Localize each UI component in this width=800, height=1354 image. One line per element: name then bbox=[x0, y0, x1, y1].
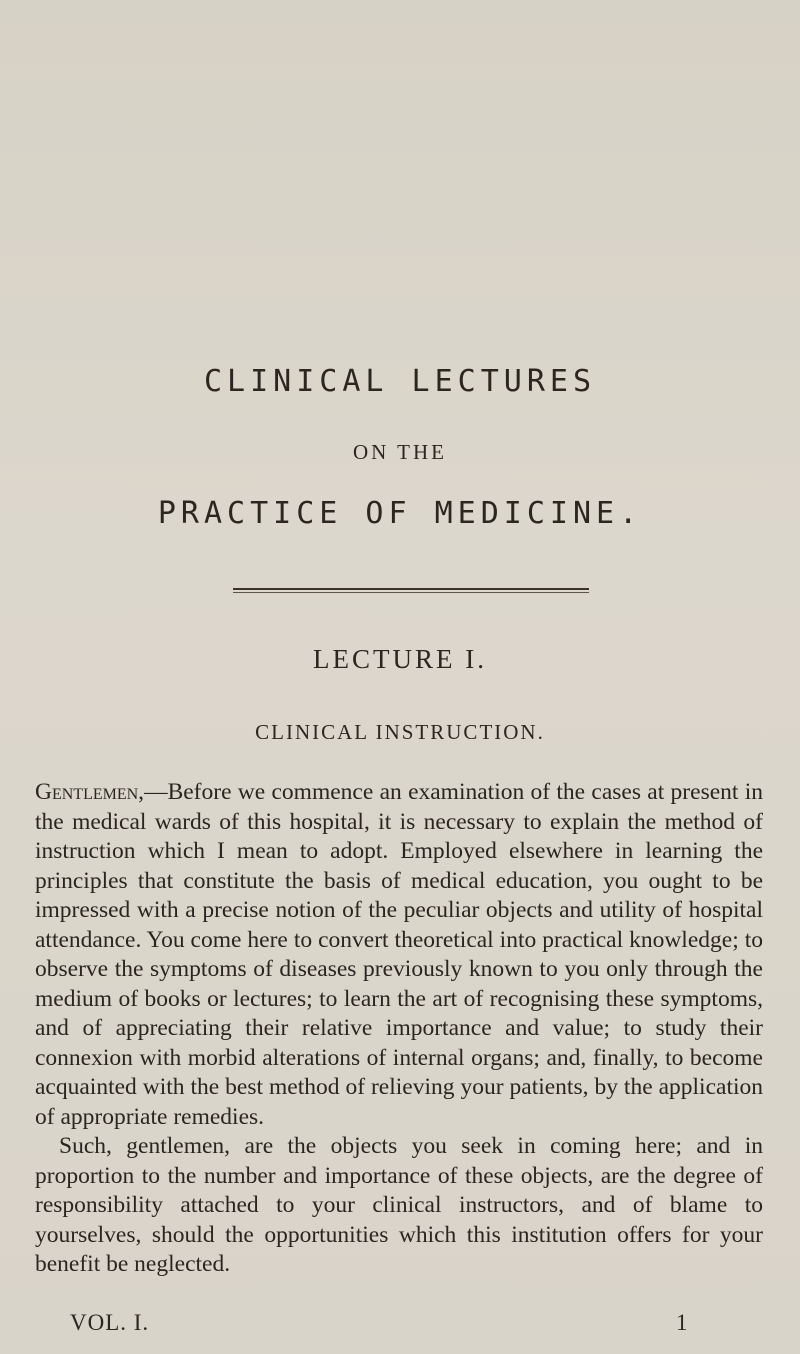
book-subject: PRACTICE OF MEDICINE. bbox=[157, 496, 643, 531]
volume-signature: VOL. I. bbox=[70, 1310, 150, 1335]
salutation: Gentlemen, bbox=[35, 779, 145, 805]
title-connector: ON THE bbox=[352, 440, 448, 464]
section-heading: CLINICAL INSTRUCTION. bbox=[255, 720, 545, 744]
book-title: CLINICAL LECTURES bbox=[203, 364, 597, 399]
title-divider bbox=[233, 588, 589, 590]
paragraph-2: Such, gentlemen, are the objects you seek in coming here; and in proportion to the number and importance of these objects, are the degree of responsibility attached to your clinical instructors, and of blame to yourselves, should the opportunities which this institution offers for your benefit be neglected. bbox=[35, 1133, 763, 1277]
body-text bbox=[35, 778, 763, 1280]
paragraph-1 bbox=[35, 778, 763, 1132]
paragraph-1-text: —Before we commence an examination of the cases at present in the medical wards of this hospital, it is necessary to explain the method of instruction which I mean to adopt. Employed elsewhere in learning the principles that constitute the basis of medical education, you ought to be impressed with a precise notion of the peculiar objects and utility of hospital attendance. You come here to convert theoretical into practical knowledge; to observe the symptoms of diseases previously known to you only through the medium of books or lectures; to learn the art of recognising these symptoms, and of appreciating their relative importance and value; to study their connexion with morbid alterations of internal organs; and, finally, to become acquainted with the best method of relieving your patients, by the application of appropriate remedies. bbox=[35, 779, 763, 1130]
lecture-heading: LECTURE I. bbox=[313, 644, 487, 674]
page-footer bbox=[0, 1310, 800, 1340]
title-divider-thin bbox=[233, 592, 589, 593]
page-number: 1 bbox=[676, 1310, 688, 1335]
